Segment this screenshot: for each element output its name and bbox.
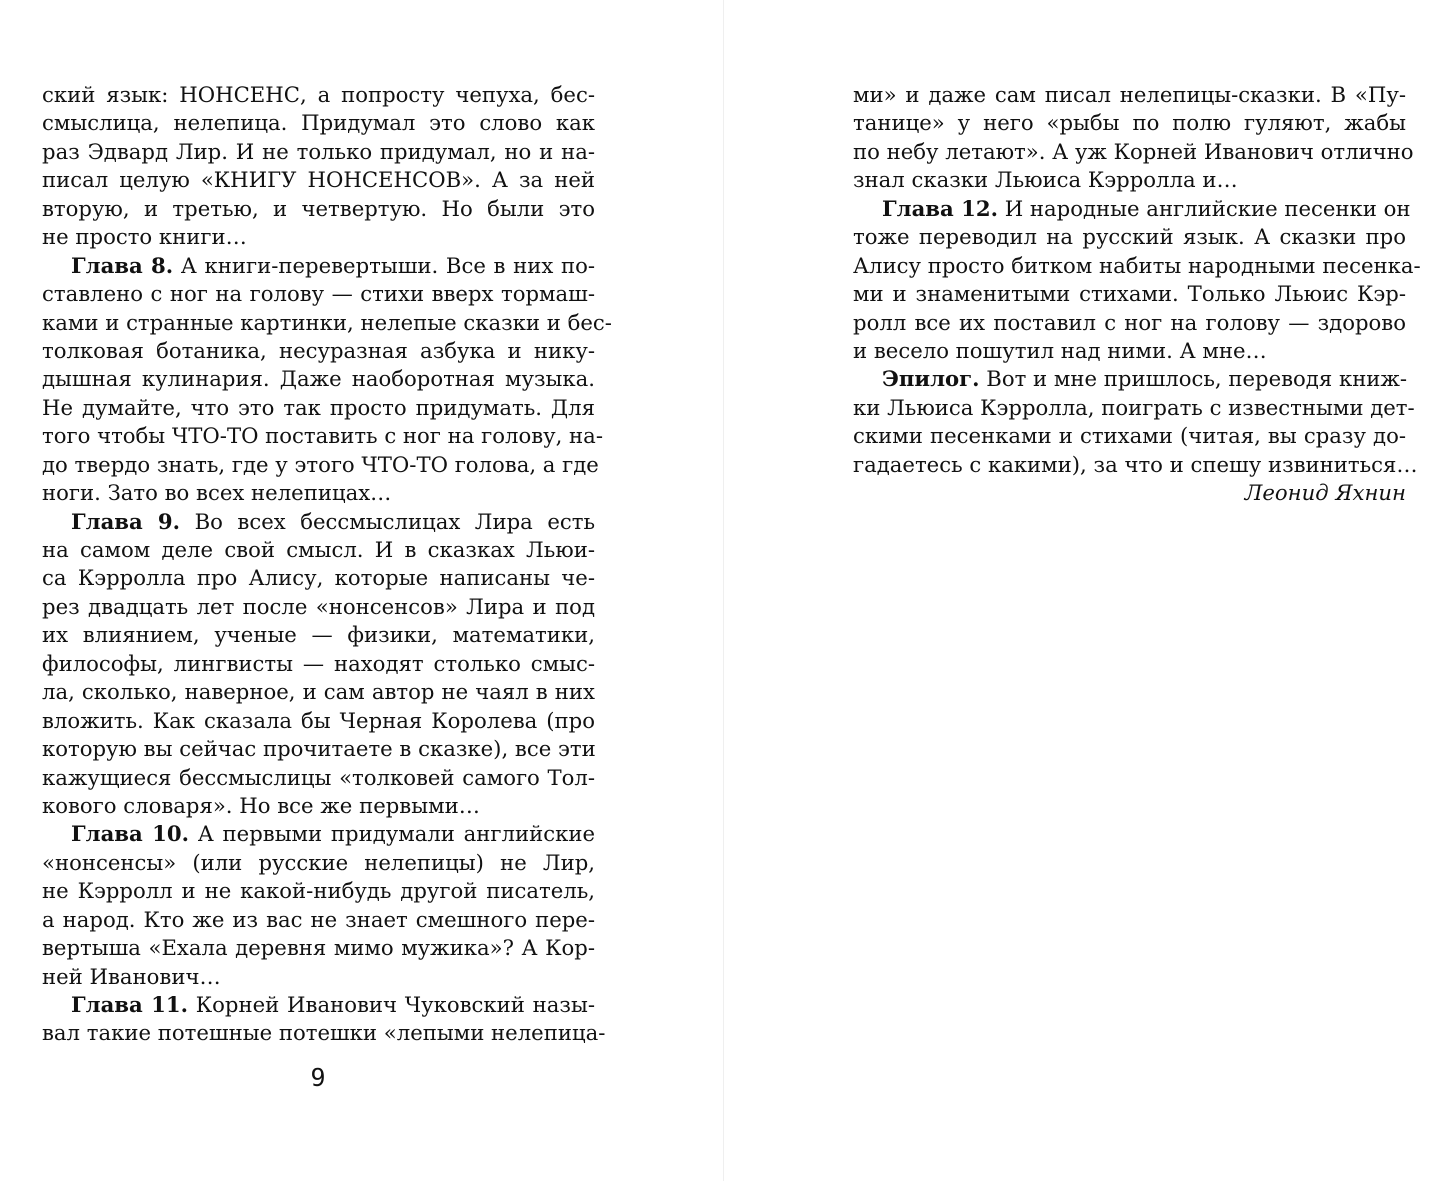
text-line: тоже переводил на русский язык. А сказки про xyxy=(853,224,1406,250)
text-line: до твердо знать, где у этого ЧТО-ТО голова, а где xyxy=(42,451,599,477)
left-page-text xyxy=(42,81,612,1048)
text-line: Алису просто битком набиты народными песенка- xyxy=(853,252,1421,278)
text-line: кового словаря». Но все же первыми… xyxy=(42,792,480,818)
text-line: ноги. Зато во всех нелепицах… xyxy=(42,480,392,506)
text-line: не просто книги… xyxy=(42,224,247,250)
epilogue-start: Эпилог. Вот и мне пришлось, переводя книж- xyxy=(882,366,1408,392)
text-line: на самом деле свой смысл. И в сказках Льюи- xyxy=(42,537,595,562)
text-line: смыслица, нелепица. Придумал это слово как xyxy=(42,110,595,136)
text-line: вложить. Как сказала бы Черная Королева (про xyxy=(42,707,595,733)
text-line: ми и знаменитыми стихами. Только Льюис Кэр- xyxy=(853,281,1406,307)
chapter-heading: Глава 8. xyxy=(71,252,174,278)
chapter-heading: Глава 10. xyxy=(71,821,189,847)
text-line: гадаетесь с какими), за что и спешу извиниться… xyxy=(853,451,1418,477)
text-line: рез двадцать лет после «нонсенсов» Лира и под xyxy=(42,593,595,619)
text-line: знал сказки Льюиса Кэрролла и… xyxy=(853,167,1238,193)
text-line: а народ. Кто же из вас не знает смешного пере- xyxy=(42,906,595,932)
text-line: вертыша «Ехала деревня мимо мужика»? А Кор- xyxy=(42,935,595,961)
text-line: ролл все их поставил с ног на голову — здорово xyxy=(853,309,1406,335)
chapter-8-start: Глава 8. А книги-перевертыши. Все в них по- xyxy=(71,252,595,278)
left-page xyxy=(0,0,723,1181)
text-line: скими песенками и стихами (читая, вы сразу до- xyxy=(853,423,1406,449)
chapter-heading: Глава 9. xyxy=(71,508,181,534)
right-page xyxy=(724,0,1448,1181)
text-line: «нонсенсы» (или русские нелепицы) не Лир, xyxy=(42,849,595,875)
text-line: раз Эдвард Лир. И не только придумал, но и на- xyxy=(42,138,595,164)
text-line: ми» и даже сам писал нелепицы-сказки. В «Пу- xyxy=(853,82,1406,107)
text-line: их влиянием, ученые — физики, математики, xyxy=(42,622,595,648)
text-line: которую вы сейчас прочитаете в сказке), все эти xyxy=(42,736,596,762)
text-line: ский язык: НОНСЕНС, а попросту чепуха, бес- xyxy=(42,82,595,107)
text-line: ла, сколько, наверное, и сам автор не чаял в них xyxy=(42,679,595,705)
text-line: са Кэрролла про Алису, которые написаны че- xyxy=(42,565,595,591)
chapter-12-start: Глава 12. И народные английские песенки он xyxy=(882,195,1411,221)
page-number: 9 xyxy=(310,1063,326,1092)
text-line: философы, лингвисты — находят столько смыс- xyxy=(42,650,595,676)
chapter-heading: Глава 12. xyxy=(882,195,998,221)
text-line: толковая ботаника, несуразная азбука и нику- xyxy=(42,337,595,363)
chapter-heading: Эпилог. xyxy=(882,366,980,392)
text-line: не Кэрролл и не какой-нибудь другой писатель, xyxy=(42,878,595,904)
author-signature: Леонид Яхнин xyxy=(1244,480,1406,506)
text-line: ки Льюиса Кэрролла, поиграть с известными дет- xyxy=(853,394,1415,420)
text-line: ками и странные картинки, нелепые сказки и бес- xyxy=(42,309,612,335)
text-line: по небу летают». А уж Корней Иванович отлично xyxy=(853,138,1414,164)
text-line: кажущиеся бессмыслицы «толковей самого Тол- xyxy=(42,764,595,790)
text-line: и весело пошутил над ними. А мне… xyxy=(853,337,1267,363)
text-line: Не думайте, что это так просто придумать. Для xyxy=(42,394,595,420)
chapter-heading: Глава 11. xyxy=(71,992,189,1017)
text-line: вторую, и третью, и четвертую. Но были это xyxy=(42,195,595,221)
text-line: танице» у него «рыбы по полю гуляют, жабы xyxy=(853,110,1406,136)
text-line: писал целую «КНИГУ НОНСЕНСОВ». А за ней xyxy=(42,167,595,193)
chapter-9-start: Глава 9. Во всех бессмыслицах Лира есть xyxy=(71,508,595,534)
chapter-10-start: Глава 10. А первыми придумали английские xyxy=(71,821,595,847)
text-line: вал такие потешные потешки «лепыми нелепица- xyxy=(42,1020,606,1046)
right-page-text xyxy=(853,81,1421,508)
text-line: дышная кулинария. Даже наоборотная музыка. xyxy=(42,366,595,392)
text-line: ней Иванович… xyxy=(42,963,221,989)
text-line: ставлено с ног на голову — стихи вверх тормаш- xyxy=(42,281,595,307)
text-line: того чтобы ЧТО-ТО поставить с ног на голову, на- xyxy=(42,423,603,449)
chapter-11-start: Глава 11. Корней Иванович Чуковский назы- xyxy=(71,992,595,1017)
